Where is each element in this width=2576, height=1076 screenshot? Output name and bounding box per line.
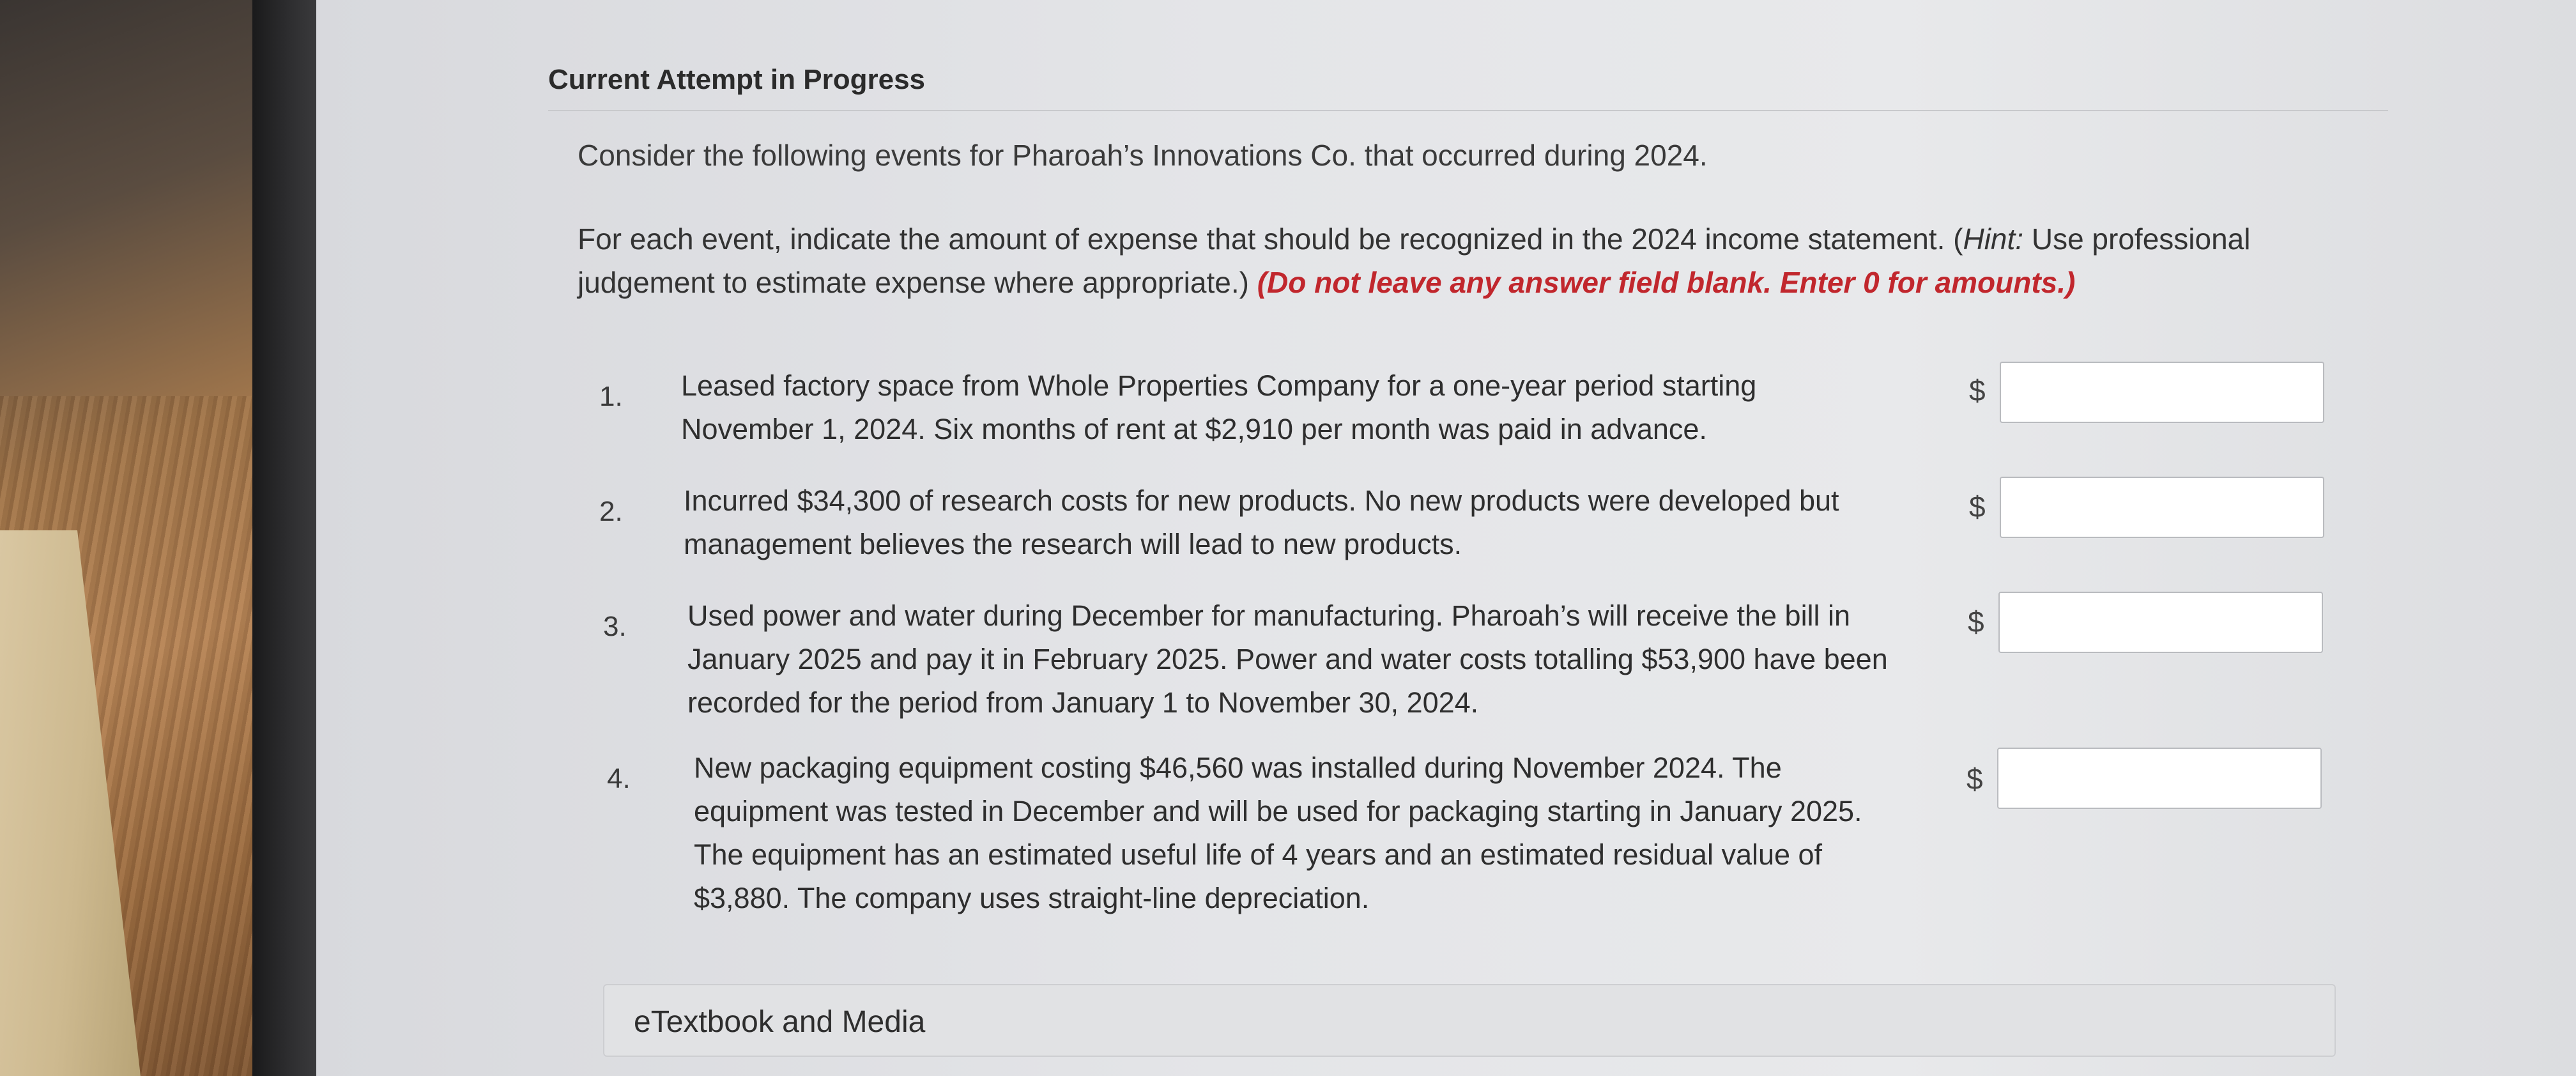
hint-text: Use professional judgement to estimate expense where appropriate.) (578, 222, 2251, 299)
item-text: Leased factory space from Whole Properties Company for a one-year period starting November 1, 2024. Six months of rent at $2,910 per month was paid in advance. (681, 369, 1757, 445)
divider (548, 110, 2388, 111)
hint-label: Hint: (1963, 222, 2024, 256)
currency-symbol: $ (1968, 605, 1984, 638)
etextbook-media-panel[interactable] (603, 984, 2336, 1057)
instructions-lead: For each event, indicate the amount of expense that should be recognized in the 2024 income statement. ( (578, 222, 1963, 256)
item-number: 1. (599, 381, 623, 412)
currency-symbol: $ (1966, 762, 1983, 795)
etextbook-media-label: eTextbook and Media (634, 1005, 926, 1039)
answer-input-4[interactable] (1997, 748, 2322, 809)
currency-symbol: $ (1969, 374, 1986, 407)
warning-text: (Do not leave any answer field blank. Enter 0 for amounts.) (1257, 266, 2076, 299)
answer-input-1[interactable] (2000, 362, 2324, 423)
item-text: Used power and water during December for manufacturing. Pharoah’s will receive the bill in January 2025 and pay it in February 2025. Power and water costs totalling $53,900 have been recorded for the period from January 1 to November 30, 2024. (687, 599, 1888, 719)
item-number: 4. (607, 763, 631, 794)
section-heading: Current Attempt in Progress (548, 64, 926, 95)
monitor-bezel (252, 0, 316, 1076)
answer-input-2[interactable] (2000, 477, 2324, 538)
item-text: Incurred $34,300 of research costs for new products. No new products were developed but management believes the research will lead to new products. (684, 484, 1839, 560)
answer-input-3[interactable] (1998, 592, 2323, 653)
question-instructions (578, 217, 2303, 304)
item-number: 2. (599, 496, 623, 527)
question-intro: Consider the following events for Pharoah’s Innovations Co. that occurred during 2024. (578, 139, 1708, 172)
item-number: 3. (603, 611, 627, 642)
item-text: New packaging equipment costing $46,560 was installed during November 2024. The equipment was tested in December and will be used for packaging starting in January 2025. The equipment has an estimated useful life of 4 years and an estimated residual value of $3,880. The company uses straight-line depreciation. (694, 751, 1862, 914)
currency-symbol: $ (1969, 490, 1986, 523)
